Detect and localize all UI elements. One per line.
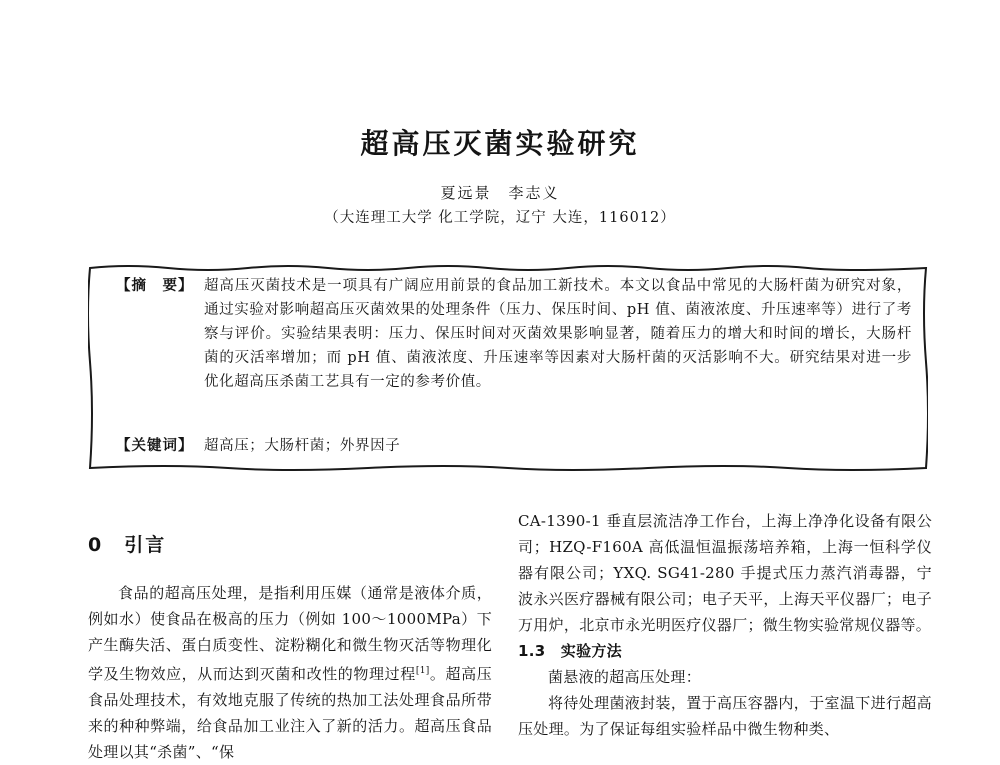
keywords-label: 【关键词】 bbox=[116, 437, 194, 454]
abstract-label: 【摘 要】 bbox=[116, 277, 194, 294]
abstract-box bbox=[88, 262, 928, 474]
intro-paragraph bbox=[88, 580, 492, 765]
left-column bbox=[88, 580, 492, 765]
right-column bbox=[518, 508, 932, 742]
keywords-text: 超高压；大肠杆菌；外界因子 bbox=[204, 438, 401, 454]
abstract-text: 超高压灭菌技术是一项具有广阔应用前景的食品加工新技术。本文以食品中常见的大肠杆菌为研究对象，通过实验对影响超高压灭菌效果的处理条件（压力、保压时间、pH 值、菌液浓度、升压速率等）进行了考察与评价。实验结果表明：压力、保压时间对灭菌效果影响显著，随着压力的增大和时间的增长，大肠杆菌的灭活率增加；而 pH 值、菌液浓度、升压速率等因素对大肠杆菌的灭活影响不大。研究结果对进一步优化超高压杀菌工艺具有一定的参考价值。 bbox=[204, 278, 912, 390]
paper-title: 超高压灭菌实验研究 bbox=[360, 127, 640, 160]
citation-ref[interactable]: [1] bbox=[415, 666, 430, 676]
subsection-heading-methods: 1.3 实验方法 bbox=[518, 642, 622, 660]
equipment-paragraph: CA-1390-1 垂直层流洁净工作台，上海上净净化设备有限公司；HZQ-F160A 高低温恒温振荡培养箱，上海一恒科学仪器有限公司；YXQ. SG41-280 手提式压力蒸汽消毒器，宁波永兴医疗器械有限公司；电子天平，上海天平仪器厂；电子万用炉，北京市永光明医疗仪器厂；微生物实验常规仪器等。 bbox=[518, 512, 932, 634]
methods-paragraph-1: 菌悬液的超高压处理： bbox=[548, 668, 702, 686]
affiliation: （大连理工大学 化工学院，辽宁 大连，116012） bbox=[324, 210, 676, 226]
section-heading-intro: 0 引言 bbox=[88, 534, 167, 556]
methods-paragraph-2: 将待处理菌液封装，置于高压容器内，于室温下进行超高压处理。为了保证每组实验样品中微生物种类、 bbox=[518, 694, 932, 738]
intro-text-1: 食品的超高压处理，是指利用压媒（通常是液体介质，例如水）使食品在极高的压力（例如 100～1000MPa）下产生酶失活、蛋白质变性、淀粉糊化和微生物灭活等物理化学及生物效应，从而达到灭菌和改性的物理过程 bbox=[88, 584, 492, 683]
intro-text-2: 。超高压食品处理技术，有效地克服了传统的热加工法处理食品所带来的种种弊端，给食品加工业注入了新的活力。超高压食品处理以其“杀菌”、“保 bbox=[88, 665, 493, 761]
authors: 夏远景 李志义 bbox=[440, 184, 560, 202]
